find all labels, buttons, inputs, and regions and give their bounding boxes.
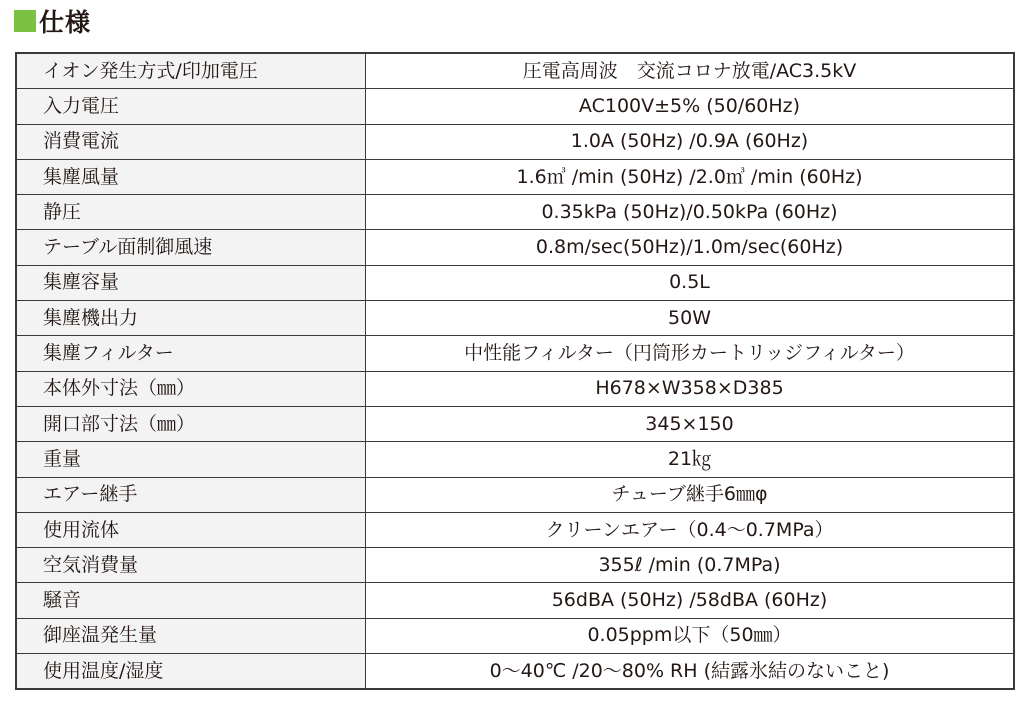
spec-value: 1.6㎥ /min (50Hz) /2.0㎥ /min (60Hz) [366, 159, 1015, 194]
spec-label: 空気消費量 [16, 548, 366, 583]
table-row [16, 583, 1014, 618]
spec-label: 集塵容量 [16, 265, 366, 300]
spec-label: 集塵フィルター [16, 336, 366, 371]
spec-value: 0.35kPa (50Hz)/0.50kPa (60Hz) [366, 195, 1015, 230]
spec-label: エアー継手 [16, 477, 366, 512]
table-row [16, 406, 1014, 441]
spec-value: クリーンエアー（0.4～0.7MPa） [366, 512, 1015, 547]
spec-label: イオン発生方式/印加電圧 [16, 53, 366, 89]
spec-table [15, 52, 1015, 690]
spec-label: 消費電流 [16, 124, 366, 159]
spec-label: 重量 [16, 442, 366, 477]
spec-label: 静圧 [16, 195, 366, 230]
table-row [16, 654, 1014, 690]
spec-label: 入力電圧 [16, 89, 366, 124]
table-row [16, 195, 1014, 230]
table-row [16, 371, 1014, 406]
spec-label: 使用温度/湿度 [16, 654, 366, 690]
table-row [16, 477, 1014, 512]
spec-label: 使用流体 [16, 512, 366, 547]
spec-value: 345×150 [366, 406, 1015, 441]
spec-value: AC100V±5% (50/60Hz) [366, 89, 1015, 124]
table-row [16, 548, 1014, 583]
table-row [16, 159, 1014, 194]
spec-value: 0.8m/sec(50Hz)/1.0m/sec(60Hz) [366, 230, 1015, 265]
table-row [16, 442, 1014, 477]
spec-value: H678×W358×D385 [366, 371, 1015, 406]
spec-value: 0.5L [366, 265, 1015, 300]
table-row [16, 618, 1014, 653]
spec-value: 中性能フィルター（円筒形カートリッジフィルター） [366, 336, 1015, 371]
spec-value: チューブ継手6㎜φ [366, 477, 1015, 512]
green-square-icon [14, 10, 36, 32]
spec-value: 355ℓ /min (0.7MPa) [366, 548, 1015, 583]
spec-value: 圧電高周波 交流コロナ放電/AC3.5kV [366, 53, 1015, 89]
table-row [16, 336, 1014, 371]
spec-value: 0～40℃ /20～80% RH (結露氷結のないこと) [366, 654, 1015, 690]
spec-label: 集塵風量 [16, 159, 366, 194]
table-row [16, 53, 1014, 89]
table-row [16, 89, 1014, 124]
section-heading [14, 4, 91, 38]
spec-label: 騒音 [16, 583, 366, 618]
table-row [16, 301, 1014, 336]
table-row [16, 265, 1014, 300]
spec-label: 本体外寸法（㎜） [16, 371, 366, 406]
spec-label: 開口部寸法（㎜） [16, 406, 366, 441]
table-row [16, 230, 1014, 265]
spec-value: 50W [366, 301, 1015, 336]
spec-value: 0.05ppm以下（50㎜） [366, 618, 1015, 653]
spec-label: テーブル面制御風速 [16, 230, 366, 265]
spec-value: 56dBA (50Hz) /58dBA (60Hz) [366, 583, 1015, 618]
table-row [16, 124, 1014, 159]
spec-label: 御座温発生量 [16, 618, 366, 653]
spec-value: 21㎏ [366, 442, 1015, 477]
section-title: 仕様 [39, 8, 92, 37]
table-row [16, 512, 1014, 547]
spec-label: 集塵機出力 [16, 301, 366, 336]
spec-value: 1.0A (50Hz) /0.9A (60Hz) [366, 124, 1015, 159]
